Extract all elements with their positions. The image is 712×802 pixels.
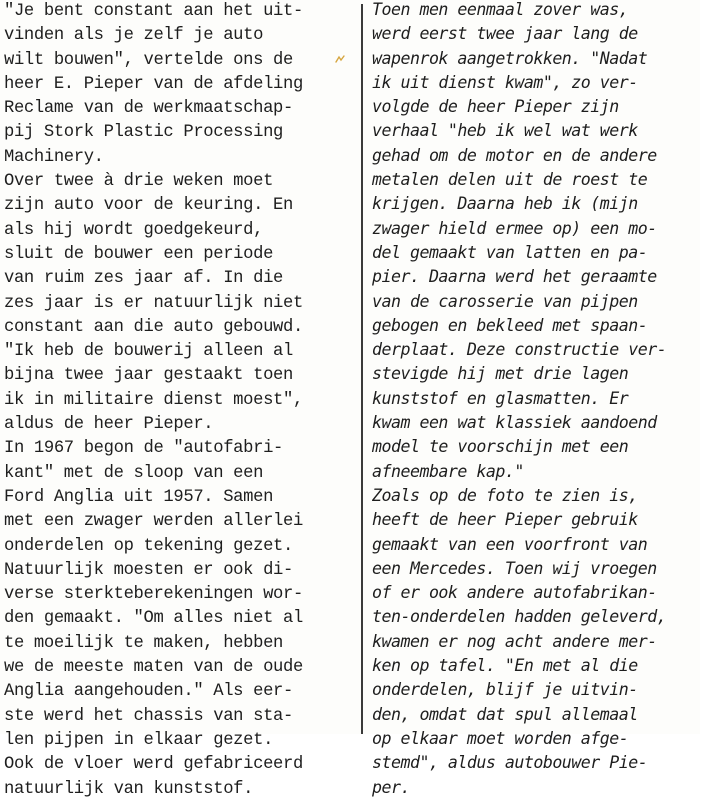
right-text-column [372,0,712,800]
right-column-text-line: kunststof en glasmatten. Er [372,388,629,408]
left-column-text-line: Ford Anglia uit 1957. Samen [4,487,274,507]
left-column-text-line: Over twee à drie weken moet [4,172,274,192]
left-column-text-line: verse sterkteberekeningen wor- [4,585,303,605]
right-column-text-line: metalen delen uit de roest te [372,170,648,190]
left-column-text-line: zes jaar is er natuurlijk niet [4,293,303,313]
left-column-text-line: vinden als je zelf je auto [4,26,264,46]
left-column-text-line: sluit de bouwer een periode [4,244,274,264]
right-column-text-line: pier. Daarna werd het geraamte [372,267,657,287]
left-column-text-line: ste werd het chassis van sta- [4,706,293,726]
left-column-text-line: "Je bent constant aan het uit- [4,2,303,21]
left-column-text-line: wilt bouwen", vertelde ons de [4,50,293,70]
left-column-text-line: te moeilijk te maken, hebben [4,633,283,653]
right-column-text-line: volgde de heer Pieper zijn [372,97,619,117]
left-column-text-line: heer E. Pieper van de afdeling [4,74,303,94]
left-column-text-line: van ruim zes jaar af. In die [4,269,283,289]
left-column-text-line: zijn auto voor de keuring. En [4,196,293,216]
right-column-text-line: ken op tafel. "En met al die [372,656,638,676]
right-column-text-line: kwam een wat klassiek aandoend [372,413,657,433]
right-column-text-line: onderdelen, blijf je uitvin- [372,680,638,700]
right-column-text-line: afneembare kap." [372,461,524,481]
left-column-text-line: pij Stork Plastic Processing [4,123,283,143]
left-column-text-line: aldus de heer Pieper. [4,415,214,435]
right-column-text-line: gemaakt van een voorfront van [372,534,648,554]
right-column-text-line: stemd", aldus autobouwer Pie- [372,753,648,773]
right-column-text-line: gebogen en bekleed met spaan- [372,315,648,335]
right-column-text-line: per. [372,777,410,797]
left-text-column [4,0,354,802]
right-column-text-line: Toen men eenmaal zover was, [372,0,629,19]
right-column-text-line: op elkaar moet worden afge- [372,728,629,748]
left-column-text-line: "Ik heb de bouwerij alleen al [4,342,293,362]
left-column-text-line: bijna twee jaar gestaakt toen [4,366,293,386]
right-column-text-line: verhaal "heb ik wel wat werk [372,121,638,141]
left-column-text-line: onderdelen op tekening gezet. [4,536,293,556]
right-column-text-line: ten-onderdelen hadden geleverd, [372,607,667,627]
left-column-text-line: ik in militaire dienst moest", [4,390,303,410]
left-column-text-line: kant" met de sloop van een [4,463,264,483]
right-column-text-line: model te voorschijn met een [372,437,629,457]
right-column-text-line: krijgen. Daarna heb ik (mijn [372,194,638,214]
right-column-text-line: Zoals op de foto te zien is, [372,485,638,505]
right-column-text-line: kwamen er nog acht andere mer- [372,631,657,651]
left-column-text-line: den gemaakt. "Om alles niet al [4,609,303,629]
left-column-text-line: Anglia aangehouden." Als eer- [4,682,293,702]
left-column-text-line: Machinery. [4,147,104,167]
right-column-text-line: del gemaakt van latten en pa- [372,242,648,262]
ink-speck-mark [334,54,346,64]
column-divider [361,4,363,734]
left-column-text-line: Ook de vloer werd gefabriceerd [4,755,303,775]
left-column-text-line: we de meeste maten van de oude [4,658,303,678]
right-column-text-line: ik uit dienst kwam", zo ver- [372,72,638,92]
right-column-text-line: stevigde hij met drie lagen [372,364,629,384]
left-column-text-line: met een zwager werden allerlei [4,512,303,532]
left-column-text-line: Reclame van de werkmaatschap- [4,99,293,119]
right-column-text-line: werd eerst twee jaar lang de [372,24,638,44]
left-column-text-line: In 1967 begon de "autofabri- [4,439,283,459]
right-column-text-line: heeft de heer Pieper gebruik [372,510,638,530]
left-column-text-line: natuurlijk van kunststof. [4,779,254,799]
right-column-text-line: gehad om de motor en de andere [372,145,657,165]
left-column-text-line: Natuurlijk moesten er ook di- [4,560,293,580]
left-column-text-line: als hij wordt goedgekeurd, [4,220,264,240]
right-column-text-line: een Mercedes. Toen wij vroegen [372,558,657,578]
right-column-text-line: den, omdat dat spul allemaal [372,704,638,724]
right-column-text-line: derplaat. Deze constructie ver- [372,340,667,360]
right-column-text-line: wapenrok aangetrokken. "Nadat [372,48,648,68]
right-column-text-line: van de carosserie van pijpen [372,291,638,311]
left-column-text-line: len pijpen in elkaar gezet. [4,730,274,750]
right-column-text-line: zwager hield ermee op) een mo- [372,218,657,238]
right-column-text-line: of er ook andere autofabrikan- [372,583,657,603]
left-column-text-line: constant aan die auto gebouwd. [4,317,303,337]
